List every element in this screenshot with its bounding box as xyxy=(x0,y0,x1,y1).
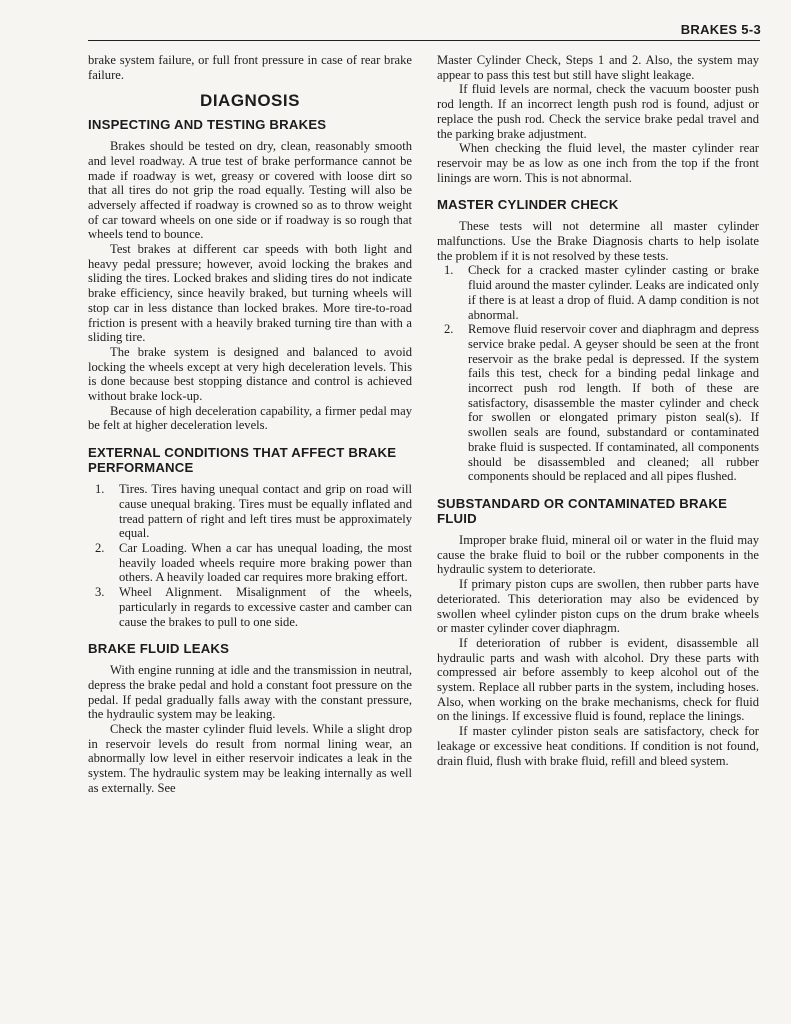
item-text: Tires. Tires having unequal contact and grip on road will cause unequal braking. Tires must be equally inflated and tread pattern of right and left tires must be approximately equal. xyxy=(119,482,412,541)
master-cylinder-steps xyxy=(437,263,759,484)
fluid-leaks-paragraph-2: Check the master cylinder fluid levels. While a slight drop in reservoir levels do result from normal lining wear, an abnormally low level in either reservoir indicates a leak in the system. The hydraulic system may be leaking internally as well as externally. See xyxy=(88,722,412,795)
diagnosis-heading: DIAGNOSIS xyxy=(200,91,300,111)
item-number: 1. xyxy=(95,482,105,497)
fluid-leaks-heading: BRAKE FLUID LEAKS xyxy=(88,641,230,657)
external-conditions-list xyxy=(88,482,412,629)
left-column xyxy=(88,53,412,796)
list-item xyxy=(88,482,412,541)
fluid-leaks-paragraph-1: With engine running at idle and the transmission in neutral, depress the brake pedal and hold a constant foot pressure on the pedal. If pedal gradually falls away with the constant pressure, the hydraulic system may be leaking. xyxy=(88,663,412,722)
list-item xyxy=(88,541,412,585)
substandard-paragraph-3: If deterioration of rubber is evident, disassemble all hydraulic parts and wash with alcohol. Dry these parts with compressed air before assembly to keep alcohol out of the system. Replace all rubber parts in the system, including hoses. Also, when working on the brake mechanisms, check for fluid on the linings. If excessive fluid is found, replace the linings. xyxy=(437,635,759,724)
item-number: 2. xyxy=(95,540,105,555)
item-number: 3. xyxy=(95,585,105,600)
right-column xyxy=(437,53,759,768)
list-item xyxy=(437,322,759,484)
inspecting-heading: INSPECTING AND TESTING BRAKES xyxy=(88,117,327,133)
continued-paragraph: brake system failure, or full front pressure in case of rear brake failure. xyxy=(88,53,412,82)
item-text: Remove fluid reservoir cover and diaphragm and depress service brake pedal. A geyser should be seen at the front reservoir as the brake pedal is depressed. If the system fails this test, check for a binding pedal linkage and incorrect push rod length. If both of these are satisfactory, disassemble the master cylinder and check for swollen or elongated primary piston seal(s). If swollen seals are found, substandard or contaminated brake fluid is suspected. If contaminated, all components should be disassembled and cleaned; all rubber components should be replaced and all pipes flushed. xyxy=(468,322,759,484)
substandard-paragraph-1: Improper brake fluid, mineral oil or water in the fluid may cause the brake fluid to boil or the rubber components in the hydraulic system to deteriorate. xyxy=(437,532,759,577)
external-conditions-heading: EXTERNAL CONDITIONS THAT AFFECT BRAKE PERFORMANCE xyxy=(88,445,397,476)
master-cylinder-intro: These tests will not determine all master cylinder malfunctions. Use the Brake Diagnosis charts to help isolate the problem if it is not resolved by these tests. xyxy=(437,219,759,263)
continued-paragraph: Master Cylinder Check, Steps 1 and 2. Also, the system may appear to pass this test but still have slight leakage. xyxy=(437,53,759,82)
substandard-fluid-heading: SUBSTANDARD OR CONTAMINATED BRAKE FLUID xyxy=(437,495,728,526)
item-text: Check for a cracked master cylinder casting or brake fluid around the master cylinder. Leaks are indicated only if there is at least a drop of fluid. A damp condition is not abnormal. xyxy=(468,263,759,322)
inspecting-paragraph-4: Because of high deceleration capability, a firmer pedal may be felt at higher deceleration levels. xyxy=(88,403,412,433)
master-cylinder-heading: MASTER CYLINDER CHECK xyxy=(437,197,619,213)
item-number: 2. xyxy=(444,322,454,337)
running-head: BRAKES 5-3 xyxy=(680,22,761,37)
inspecting-paragraph-1: Brakes should be tested on dry, clean, reasonably smooth and level roadway. A true test of brake performance cannot be made if roadway is wet, greasy or covered with loose dirt so that all tires do not grip the road equally. Testing will also be adversely affected if roadway is crowned so as to throw weight of car toward wheels on one side or if roadway is so rough that wheels tend to bounce. xyxy=(88,139,412,242)
right-paragraph-1: If fluid levels are normal, check the vacuum booster push rod length. If an incorrect length push rod is found, adjust or replace the push rod. Check the service brake pedal travel and the parking brake adjustment. xyxy=(437,82,759,141)
inspecting-paragraph-2: Test brakes at different car speeds with both light and heavy pedal pressure; however, avoid locking the brakes and sliding the tires. Locked brakes and sliding tires do not indicate brake efficiency, since heavily braked, but turning wheels will stop car in less distance than locked brakes. More tire-to-road friction is present with a heavily braked turning tire than with a sliding tire. xyxy=(88,242,412,345)
list-item xyxy=(88,585,412,629)
header-rule xyxy=(88,40,760,41)
item-text: Wheel Alignment. Misalignment of the wheels, particularly in regards to excessive caster and camber can cause the brakes to pull to one side. xyxy=(119,585,412,629)
list-item xyxy=(437,263,759,322)
substandard-paragraph-2: If primary piston cups are swollen, then rubber parts have deteriorated. This deterioration may also be evidenced by swollen wheel cylinder piston cups on the drum brake wheels or master cylinder cover diaphragm. xyxy=(437,577,759,636)
substandard-paragraph-4: If master cylinder piston seals are satisfactory, check for leakage or excessive heat conditions. If condition is not found, drain fluid, flush with brake fluid, refill and bleed system. xyxy=(437,724,759,768)
inspecting-paragraph-3: The brake system is designed and balanced to avoid locking the wheels except at very high deceleration levels. This is done because best stopping distance and control is achieved without brake lock-up. xyxy=(88,344,412,404)
item-number: 1. xyxy=(444,263,454,278)
item-text: Car Loading. When a car has unequal loading, the most heavily loaded wheels require more braking power than others. A heavily loaded car requires more braking effort. xyxy=(119,540,412,585)
right-paragraph-2: When checking the fluid level, the master cylinder rear reservoir may be as low as one inch from the top if the front linings are worn. This is not abnormal. xyxy=(437,141,759,185)
